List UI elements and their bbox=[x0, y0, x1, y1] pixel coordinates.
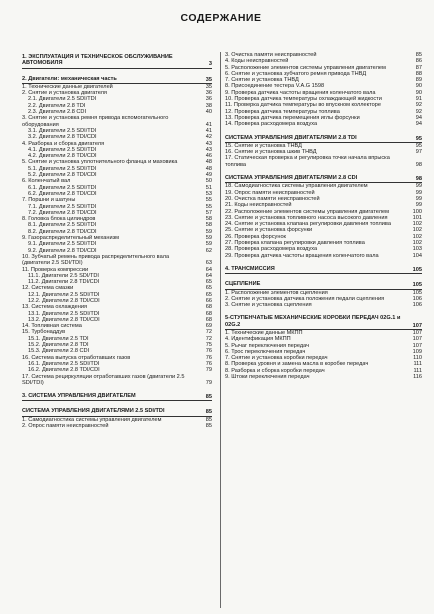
toc-entry-title: 2.2. Двигатели 2.8 TDI bbox=[28, 102, 86, 109]
toc-entry-title: 15. Снятие и установка ТНВД bbox=[225, 142, 302, 149]
toc-page-number: 99 bbox=[415, 195, 422, 202]
toc-page-number: 99 bbox=[415, 202, 422, 209]
toc-entry-title: 1. Технические данные двигателей bbox=[22, 83, 113, 90]
toc-entry-title: 16.1. Двигатели 2.5 SDI/TDI bbox=[28, 360, 100, 367]
toc-entry-title: 12.1. Двигатели 2.5 SDI/TDI bbox=[28, 291, 100, 298]
toc-entry-title: 5. Снятие и установка уплотнительного фланца и маховика bbox=[22, 159, 178, 166]
toc-page-number: 97 bbox=[415, 149, 422, 156]
toc-entry-title: 1. Технические данные МКПП bbox=[225, 329, 303, 336]
toc-entry-title: 6.1. Двигатели 2.5 SDI/TDI bbox=[28, 184, 97, 191]
toc-page-number: 102 bbox=[412, 221, 422, 228]
toc-page-number: 106 bbox=[412, 302, 422, 309]
toc-entry-title: 22. Расположение элементов системы управления двигателем bbox=[225, 208, 389, 215]
toc-entry-title: 9.2. Двигатели 2.8 TDI/CDI bbox=[28, 247, 97, 254]
toc-page-number: 104 bbox=[412, 252, 422, 259]
toc-page-number: 107 bbox=[412, 342, 422, 349]
toc-page-number: 40 bbox=[205, 109, 212, 116]
toc-entry-title: 20. Очистка памяти неисправностей bbox=[225, 195, 320, 202]
toc-entry-title: 5.2. Двигатели 2.8 TDI/CDI bbox=[28, 172, 97, 179]
toc-entry-title: 13.1. Двигатели 2.5 SDI/TDI bbox=[28, 310, 100, 317]
toc-page-number: 92 bbox=[415, 102, 422, 109]
toc-entry bbox=[225, 374, 422, 380]
toc-entry-title: 19. Опрос памяти неисправностей bbox=[225, 189, 315, 196]
toc-section-heading bbox=[22, 52, 212, 69]
toc-page-number: 64 bbox=[205, 272, 212, 279]
toc-page-number: 69 bbox=[205, 323, 212, 330]
toc-section-heading bbox=[225, 313, 422, 330]
toc-entry-title: 3. Очистка памяти неисправностей bbox=[225, 52, 317, 58]
toc-entry-title: 8. Присоединение тестера V.A.G 1598 bbox=[225, 83, 325, 90]
toc-entry bbox=[225, 253, 422, 259]
toc-entry-title: 5-СТУПЕНЧАТЫЕ МЕХАНИЧЕСКИЕ КОРОБКИ ПЕРЕДАЧ 02G.1 и 02G.2 bbox=[225, 315, 422, 330]
toc-page-number: 58 bbox=[205, 222, 212, 229]
toc-page-number: 38 bbox=[205, 102, 212, 109]
toc-page-number: 91 bbox=[415, 96, 422, 103]
toc-entry-title: 28. Проверка расходомера воздуха bbox=[225, 246, 318, 253]
toc-page-number: 99 bbox=[415, 183, 422, 190]
toc-page-number: 98 bbox=[415, 176, 422, 183]
toc-entry-title: 15.2. Двигатели 2.8 TDI bbox=[28, 342, 89, 349]
toc-page-number: 36 bbox=[205, 90, 212, 97]
toc-entry-title: 6. Коленчатый вал bbox=[22, 178, 71, 185]
toc-page-number: 72 bbox=[205, 329, 212, 336]
toc-entry-title: 2. Опрос памяти неисправностей bbox=[22, 423, 109, 430]
toc-entry-title: СИСТЕМА УПРАВЛЕНИЯ ДВИГАТЕЛЯМИ 2.5 SDI/TDI bbox=[22, 408, 212, 416]
toc-page-number: 116 bbox=[413, 374, 422, 381]
toc-page-number: 90 bbox=[415, 83, 422, 90]
toc-entry-title: 11.2. Двигатели 2.8 TDI/CDI bbox=[28, 279, 100, 286]
toc-section-heading bbox=[225, 279, 422, 289]
toc-page-number: 111 bbox=[413, 367, 422, 374]
toc-entry-title: 23. Снятие и установка топливного насоса высокого давления bbox=[225, 214, 388, 221]
toc-page-number: 89 bbox=[415, 77, 422, 84]
toc-entry-title: 8.1. Двигатели 2.5 SDI/TDI bbox=[28, 222, 97, 229]
toc-page-number: 51 bbox=[205, 184, 212, 191]
toc-entry-title: 4.1. Двигатели 2.5 SDI/TDI bbox=[28, 146, 97, 153]
toc-entry-title: 6. Трос переключения передач bbox=[225, 348, 306, 355]
toc-entry-title: 15. Турбонаддув bbox=[22, 329, 66, 336]
toc-page-number: 110 bbox=[413, 355, 422, 362]
toc-entry bbox=[22, 115, 212, 128]
toc-entry-title: 3. Снятие и установка ремня привода вспомогательного оборудования bbox=[22, 115, 169, 128]
toc-entry-title: 1. Самодиагностика системы управления двигателем bbox=[22, 416, 162, 423]
toc-entry-title: 13.2. Двигатели 2.8 TDI/CDI bbox=[28, 316, 100, 323]
toc-left-column bbox=[22, 52, 212, 429]
toc-entry-title: 10. Проверка датчика температуры охлаждающей жидкости bbox=[225, 96, 382, 103]
toc-page-number: 35 bbox=[205, 76, 212, 83]
toc-page-number: 79 bbox=[205, 367, 212, 374]
toc-page-number: 59 bbox=[205, 228, 212, 235]
toc-page-number: 35 bbox=[205, 83, 212, 90]
toc-section-heading bbox=[225, 173, 422, 183]
toc-page-number: 100 bbox=[412, 208, 422, 215]
toc-page-number: 41 bbox=[205, 127, 212, 134]
toc-page-number: 3 bbox=[208, 61, 212, 68]
toc-entry-title: 2. Двигатели: механическая часть bbox=[22, 76, 212, 84]
toc-page-number: 59 bbox=[205, 235, 212, 242]
toc-page-number: 95 bbox=[415, 142, 422, 149]
toc-page-number: 72 bbox=[205, 335, 212, 342]
toc-page-number: 46 bbox=[205, 153, 212, 160]
toc-page-number: 111 bbox=[413, 361, 422, 368]
toc-entry-title: 6. Снятие и установка зубчатого ремня привода ТНВД bbox=[225, 70, 367, 77]
toc-page bbox=[22, 10, 420, 594]
toc-page-number: 107 bbox=[412, 329, 422, 336]
toc-page-number: 65 bbox=[205, 291, 212, 298]
toc-page-number: 65 bbox=[205, 279, 212, 286]
toc-entry-title: 3.2. Двигатели 2.8 TDI/CDI bbox=[28, 134, 97, 141]
toc-entry-title: 4. Разборка и сборка двигателя bbox=[22, 140, 105, 147]
toc-page-number: 102 bbox=[412, 227, 422, 234]
toc-entry-title: СЦЕПЛЕНИЕ bbox=[225, 281, 422, 289]
toc-entry-title: 9. Штоки переключения передач bbox=[225, 374, 310, 381]
toc-entry-title: 9.1. Двигатели 2.5 SDI/TDI bbox=[28, 241, 97, 248]
toc-entry-title: 17. Статическая проверка и регулировка точки начала впрыска топлива bbox=[225, 155, 390, 168]
toc-page-number: 88 bbox=[415, 70, 422, 77]
toc-entry-title: 13. Проверка датчика перемещения иглы форсунки bbox=[225, 114, 360, 121]
toc-page-number: 85 bbox=[205, 409, 212, 416]
toc-page-number: 106 bbox=[412, 295, 422, 302]
toc-page-number: 101 bbox=[412, 214, 422, 221]
toc-page-number: 68 bbox=[205, 310, 212, 317]
toc-page-number: 85 bbox=[205, 416, 212, 423]
toc-page-number: 48 bbox=[205, 165, 212, 172]
toc-entry-title: 7. Поршни и шатуны bbox=[22, 197, 76, 204]
toc-entry-title: 4.2. Двигатели 2.8 TDI/CDI bbox=[28, 153, 97, 160]
toc-page-number: 63 bbox=[205, 260, 212, 267]
toc-entry-title: 7. Снятие и установка коробки передач bbox=[225, 355, 328, 362]
toc-page-number: 85 bbox=[415, 52, 422, 58]
toc-entry-title: 8. Головка блока цилиндров bbox=[22, 216, 96, 223]
toc-page-number: 109 bbox=[412, 348, 422, 355]
toc-page-number: 59 bbox=[205, 241, 212, 248]
toc-entry-title: 7.1. Двигатели 2.5 SDI/TDI bbox=[28, 203, 97, 210]
toc-page-number: 62 bbox=[205, 247, 212, 254]
toc-entry-title: 11.1. Двигатели 2.5 SDI/TDI bbox=[28, 272, 99, 279]
toc-columns bbox=[22, 52, 420, 614]
page-title: СОДЕРЖАНИЕ bbox=[180, 12, 262, 24]
toc-entry-title: 24. Снятие и установка клапана регулировки давления топлива bbox=[225, 221, 391, 228]
toc-entry-title: 4. Идентификация МКПП bbox=[225, 336, 291, 343]
toc-page-number: 99 bbox=[415, 189, 422, 196]
column-divider bbox=[220, 52, 221, 608]
toc-page-number: 95 bbox=[415, 135, 422, 142]
toc-entry bbox=[22, 374, 212, 387]
toc-page-number: 65 bbox=[205, 285, 212, 292]
toc-entry-title: 8.2. Двигатели 2.8 TDI/CDI bbox=[28, 228, 97, 235]
toc-entry-title: 5. Расположение элементов системы управления двигателем bbox=[225, 64, 386, 71]
toc-page-number: 57 bbox=[205, 209, 212, 216]
toc-page-number: 85 bbox=[205, 394, 212, 401]
toc-page-number: 43 bbox=[205, 140, 212, 147]
toc-entry-title: 15.3. Двигатели 2.8 CDI bbox=[28, 348, 90, 355]
toc-page-number: 49 bbox=[205, 172, 212, 179]
toc-page-number: 105 bbox=[412, 289, 422, 296]
toc-entry-title: 2. Снятие и установка датчика положения педали сцепления bbox=[225, 295, 385, 302]
toc-page-number: 68 bbox=[205, 316, 212, 323]
toc-entry-title: 1. Расположение элементов сцепления bbox=[225, 289, 328, 296]
toc-entry-title: 2.3. Двигатели 2.8 CDI bbox=[28, 109, 87, 116]
toc-page-number: 41 bbox=[205, 121, 212, 128]
toc-entry bbox=[225, 155, 422, 168]
toc-page-number: 43 bbox=[205, 146, 212, 153]
toc-page-number: 90 bbox=[415, 89, 422, 96]
toc-entry-title: 14. Проверка расходомера воздуха bbox=[225, 121, 318, 128]
toc-entry bbox=[225, 302, 422, 308]
toc-page-number: 75 bbox=[205, 342, 212, 349]
toc-entry-title: 8. Разборка и сборка коробки передач bbox=[225, 367, 325, 374]
toc-page-number: 64 bbox=[205, 266, 212, 273]
toc-entry-title: 15.1. Двигатели 2.5 TDI bbox=[28, 335, 89, 342]
toc-page-number: 85 bbox=[205, 423, 212, 430]
toc-page-number: 94 bbox=[415, 114, 422, 121]
toc-page-number: 98 bbox=[415, 161, 422, 168]
toc-page-number: 48 bbox=[205, 159, 212, 166]
toc-page-number: 76 bbox=[205, 348, 212, 355]
toc-entry-title: 5.1. Двигатели 2.5 SDI/TDI bbox=[28, 165, 97, 172]
toc-page-number: 102 bbox=[412, 240, 422, 247]
toc-entry-title: 2. Снятие и установка двигателя bbox=[22, 90, 107, 97]
toc-entry-title: 18. Самодиагностика системы управления двигателем bbox=[225, 183, 368, 190]
toc-page-number: 102 bbox=[412, 233, 422, 240]
toc-page-number: 36 bbox=[205, 96, 212, 103]
toc-section-heading bbox=[225, 264, 422, 274]
toc-entry-title: 4. Коды неисправностей bbox=[225, 58, 289, 65]
toc-entry bbox=[225, 121, 422, 127]
toc-entry-title: 12. Система смазки bbox=[22, 285, 74, 292]
toc-entry-title: 26. Проверка форсунок bbox=[225, 233, 287, 240]
toc-entry-title: 16.2. Двигатели 2.8 TDI/CDI bbox=[28, 367, 100, 374]
toc-page-number: 79 bbox=[205, 379, 212, 386]
toc-entry-title: 25. Снятие и установка форсунки bbox=[225, 227, 313, 234]
toc-entry-title: 8. Проверка уровня и замена масла в коробке передач bbox=[225, 361, 369, 368]
toc-page-number: 53 bbox=[205, 190, 212, 197]
toc-page-number: 107 bbox=[412, 322, 422, 329]
toc-page-number: 87 bbox=[415, 64, 422, 71]
toc-page-number: 76 bbox=[205, 354, 212, 361]
toc-entry-title: 1. ЭКСПЛУАТАЦИЯ И ТЕХНИЧЕСКОЕ ОБСЛУЖИВАНИЕ АВТОМОБИЛЯ bbox=[22, 54, 212, 69]
toc-page-number: 76 bbox=[205, 360, 212, 367]
toc-page-number: 42 bbox=[205, 134, 212, 141]
toc-entry-title: СИСТЕМА УПРАВЛЕНИЯ ДВИГАТЕЛЯМИ 2.8 TDI bbox=[225, 135, 422, 143]
toc-entry-title: 17. Система рециркуляции отработавших газов (двигатели 2.5 SDI/TDI) bbox=[22, 373, 185, 386]
toc-entry-title: 27. Проверка клапана регулировки давления топлива bbox=[225, 240, 365, 247]
toc-right-column bbox=[225, 52, 422, 380]
toc-entry bbox=[22, 423, 212, 429]
toc-page-number: 50 bbox=[205, 178, 212, 185]
toc-section-heading bbox=[225, 133, 422, 143]
toc-entry-title: 14. Топливная система bbox=[22, 323, 82, 330]
toc-page-number: 68 bbox=[205, 304, 212, 311]
toc-page-number: 103 bbox=[412, 246, 422, 253]
toc-entry-title: 3.1. Двигатели 2.5 SDI/TDI bbox=[28, 127, 97, 134]
toc-entry-title: 7.2. Двигатели 2.8 TDI/CDI bbox=[28, 209, 97, 216]
toc-page-number: 55 bbox=[205, 197, 212, 204]
toc-entry-title: 6.2. Двигатели 2.8 TDI/CDI bbox=[28, 190, 97, 197]
toc-entry-title: 10. Зубчатый ремень привода распределительного вала (двигатели 2.5 SDI/TDI) bbox=[22, 253, 170, 267]
toc-page-number: 86 bbox=[415, 58, 422, 65]
toc-entry-title: 3. Снятие и установка сцепления bbox=[225, 302, 312, 309]
toc-entry-title: 29. Проверка датчика частоты вращения коленчатого вала bbox=[225, 252, 379, 259]
toc-entry-title: 13. Система охлаждения bbox=[22, 304, 87, 311]
toc-entry bbox=[22, 254, 212, 267]
toc-entry-title: 21. Коды неисправностей bbox=[225, 202, 292, 209]
toc-page-number: 94 bbox=[415, 121, 422, 128]
toc-entry-title: 12. Проверка датчика температуры топлива bbox=[225, 108, 340, 115]
toc-entry-title: СИСТЕМА УПРАВЛЕНИЯ ДВИГАТЕЛЯМИ 2.8 CDI bbox=[225, 175, 422, 183]
toc-entry-title: 9. Газораспределительный механизм bbox=[22, 235, 120, 242]
toc-entry-title: 11. Проверка датчика температуры во впускном коллекторе bbox=[225, 102, 381, 109]
toc-entry-title: 16. Система выпуска отработавших газов bbox=[22, 354, 131, 361]
toc-entry-title: 7. Снятие и установка ТНВД bbox=[225, 77, 299, 84]
toc-section-heading bbox=[22, 406, 212, 416]
toc-entry-title: 5. Рычаг переключения передач bbox=[225, 342, 310, 349]
toc-entry-title: 11. Проверка компрессии bbox=[22, 266, 89, 273]
toc-section-heading bbox=[22, 74, 212, 84]
toc-entry-title: 2.1. Двигатели 2.5 SDI/TDI bbox=[28, 96, 97, 103]
toc-entry-title: 3. СИСТЕМА УПРАВЛЕНИЯ ДВИГАТЕЛЕМ bbox=[22, 393, 212, 401]
toc-page-number: 66 bbox=[205, 297, 212, 304]
toc-page-number: 105 bbox=[412, 282, 422, 289]
toc-entry-title: 4. ТРАНСМИССИЯ bbox=[225, 266, 422, 274]
toc-section-heading bbox=[22, 391, 212, 401]
toc-page-number: 55 bbox=[205, 203, 212, 210]
toc-entry-title: 16. Снятие и установка шкив ТНВД bbox=[225, 149, 317, 156]
toc-page-number: 58 bbox=[205, 216, 212, 223]
toc-page-number: 107 bbox=[412, 336, 422, 343]
toc-entry-title: 9. Проверка датчика частоты вращения коленчатого вала bbox=[225, 89, 376, 96]
toc-page-number: 92 bbox=[415, 108, 422, 115]
toc-entry-title: 12.2. Двигатели 2.8 TDI/CDI bbox=[28, 297, 100, 304]
toc-page-number: 105 bbox=[412, 266, 422, 273]
